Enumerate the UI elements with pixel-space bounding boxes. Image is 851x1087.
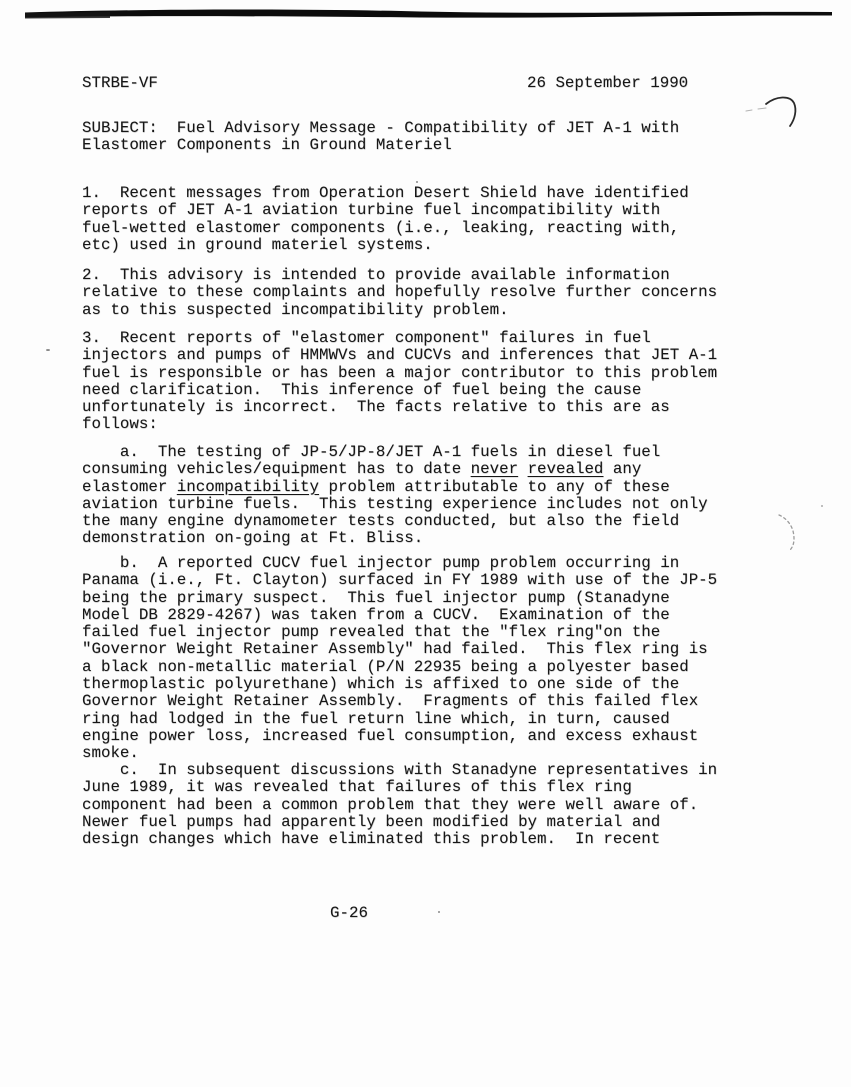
paragraph-2 xyxy=(82,267,802,319)
text-line: June 1989, it was revealed that failures of this flex ring xyxy=(82,778,632,797)
paragraph-3a xyxy=(82,444,802,548)
text-line: 3. Recent reports of "elastomer component" failures in fuel xyxy=(82,329,651,347)
text-line: Panama (i.e., Ft. Clayton) surfaced in FY 1989 with use of the JP-5 xyxy=(82,571,718,590)
text-line: etc) used in ground materiel systems. xyxy=(82,235,433,254)
scan-artifact-line xyxy=(0,0,851,26)
text-line: 2. This advisory is intended to provide available information xyxy=(82,266,670,284)
text-line: as to this suspected incompatibility problem. xyxy=(82,300,509,319)
text-line: Newer fuel pumps had apparently been modified by material and xyxy=(82,812,661,831)
text-line: b. A reported CUCV fuel injector pump problem occurring in xyxy=(82,554,680,572)
subject-line-1: SUBJECT: Fuel Advisory Message - Compatibility of JET A-1 with xyxy=(82,119,680,137)
document-date: 26 September 1990 xyxy=(527,74,689,92)
text-line: relative to these complaints and hopefully resolve further concerns xyxy=(82,283,718,302)
paragraph-3c xyxy=(82,762,802,848)
text-line: Governor Weight Retainer Assembly. Fragments of this failed flex xyxy=(82,692,699,711)
paragraph-3b xyxy=(82,555,802,763)
text-line: unfortunately is incorrect. The facts relative to this are as xyxy=(82,398,670,417)
text-line: engine power loss, increased fuel consumption, and excess exhaust xyxy=(82,726,699,745)
paragraph-3 xyxy=(82,330,802,434)
text-line: fuel-wetted elastomer components (i.e., leaking, reacting with, xyxy=(82,218,680,237)
scan-speck xyxy=(46,349,50,351)
text-line: consuming vehicles/equipment has to date never revealed any xyxy=(82,460,642,479)
subject-block xyxy=(82,120,679,155)
text-line: component had been a common problem that they were well aware of. xyxy=(82,795,699,814)
text-line: a black non-metallic material (P/N 22935 being a polyester based xyxy=(82,657,689,676)
text-line: design changes which have eliminated this problem. In recent xyxy=(82,830,661,849)
text-line: demonstration on-going at Ft. Bliss. xyxy=(82,529,424,548)
subject-line-2: Elastomer Components in Ground Materiel xyxy=(82,136,452,155)
text-line: c. In subsequent discussions with Stanadyne representatives in xyxy=(82,761,718,779)
text-line: fuel is responsible or has been a major contributor to this problem xyxy=(82,363,718,382)
text-line: a. The testing of JP-5/JP-8/JET A-1 fuels in diesel fuel xyxy=(82,443,661,461)
scan-speck xyxy=(438,911,440,913)
paragraph-1 xyxy=(82,185,802,254)
text-line: being the primary suspect. This fuel injector pump (Stanadyne xyxy=(82,588,670,607)
text-line: thermoplastic polyurethane) which is affixed to one side of the xyxy=(82,675,680,694)
text-line: need clarification. This inference of fuel being the cause xyxy=(82,380,642,399)
text-line: reports of JET A-1 aviation turbine fuel incompatibility with xyxy=(82,201,661,220)
page-number: G-26 xyxy=(330,904,368,922)
handwritten-pen-mark xyxy=(730,85,850,155)
text-line: 1. Recent messages from Operation Desert Shield have identified xyxy=(82,184,689,202)
text-line: ring had lodged in the fuel return line which, in turn, caused xyxy=(82,709,670,728)
text-line: "Governor Weight Retainer Assembly" had failed. This flex ring is xyxy=(82,640,708,659)
text-line: smoke. xyxy=(82,744,139,763)
text-line: follows: xyxy=(82,415,158,434)
text-line: failed fuel injector pump revealed that the "flex ring"on the xyxy=(82,623,661,642)
text-line: the many engine dynamometer tests conducted, but also the field xyxy=(82,512,680,531)
scan-speck xyxy=(416,181,418,183)
text-line: Model DB 2829-4267) was taken from a CUCV. Examination of the xyxy=(82,605,670,624)
text-line: injectors and pumps of HMMWVs and CUCVs and inferences that JET A-1 xyxy=(82,346,718,365)
text-line: elastomer incompatibility problem attributable to any of these xyxy=(82,477,670,496)
text-line: aviation turbine fuels. This testing experience includes not only xyxy=(82,494,708,513)
office-symbol: STRBE-VF xyxy=(82,74,158,92)
